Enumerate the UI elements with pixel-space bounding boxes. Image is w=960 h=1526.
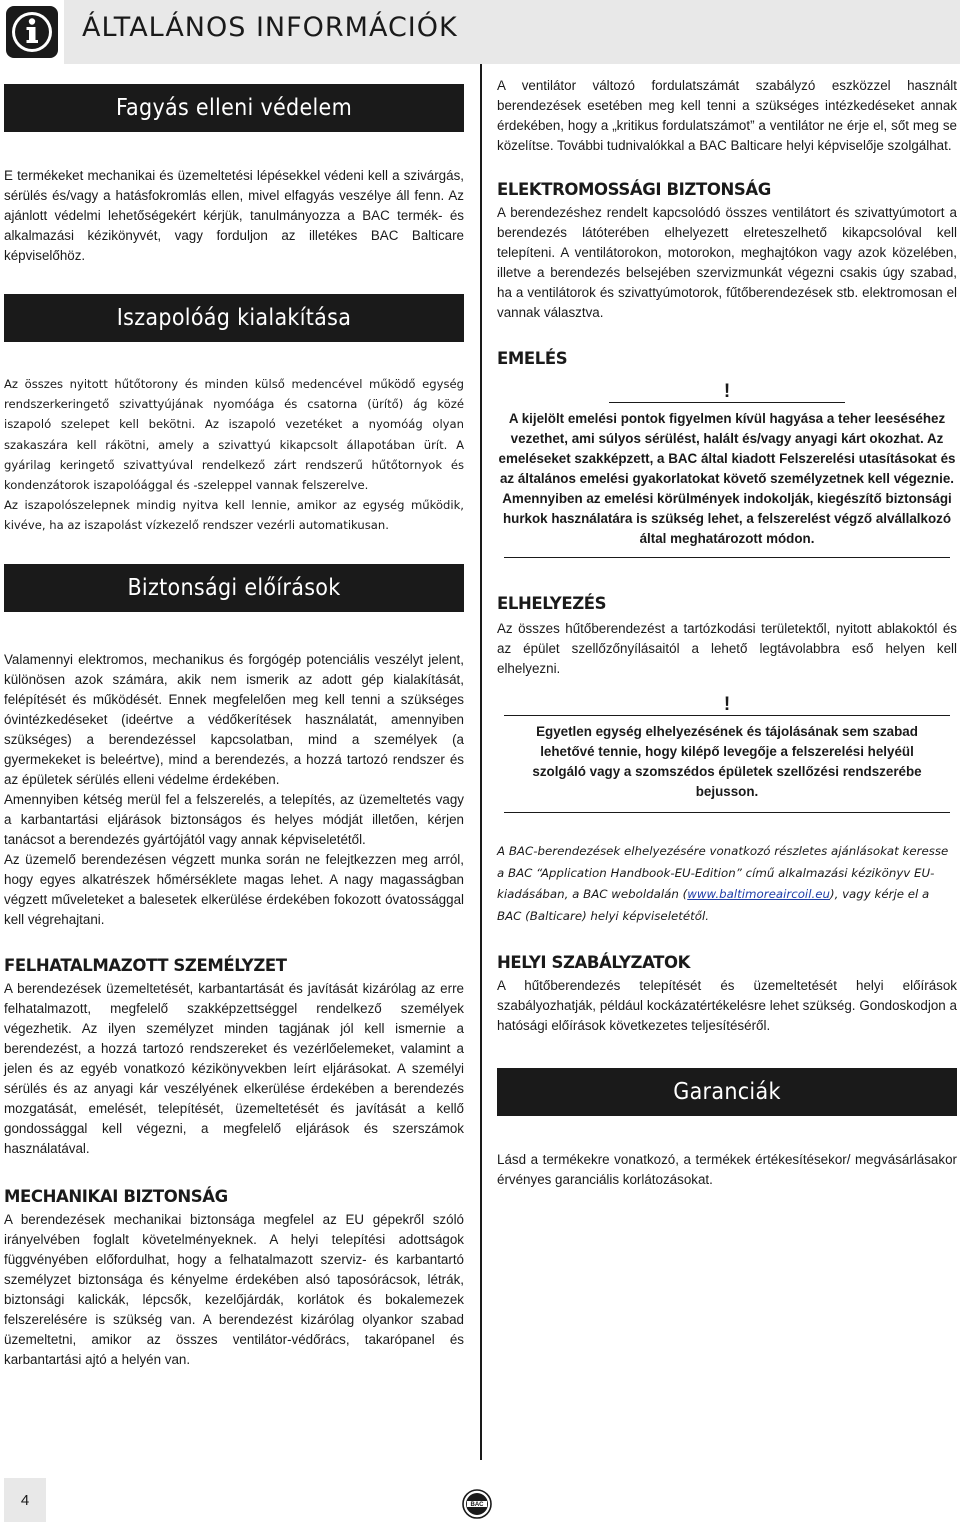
banner-garancia — [497, 1068, 957, 1116]
felhatalmazott-heading: FELHATALMAZOTT SZEMÉLYZET — [4, 955, 287, 975]
warning-bottom-rule — [504, 557, 950, 558]
emeles-warning-text: A kijelölt emelési pontok figyelmen kívül hagyása a teher leeséséhez vezethet, ami súlyos sérülést, halált és/vagy anyagi kárt okozhat. Az emeléseket szakképzett, a BAC által kiadott Felszerelési utasításokat és az általános emelési gyakorlatokat követő személyzetnek kell végeznie. Amennyiben az emelési körülmények indokolják, kiegészítő biztonsági hurkok használatára is szükség lehet, a felszerelést végző alvállalkozó által meghatározott módon. — [498, 411, 956, 546]
svg-text:BAC: BAC — [470, 1502, 484, 1508]
page-title: ÁLTALÁNOS INFORMÁCIÓK — [82, 12, 458, 43]
mechanikai-heading: MECHANIKAI BIZTONSÁG — [4, 1186, 228, 1206]
garancia-text: Lásd a termékekre vonatkozó, a termékek értékesítésekor/ megvásárlásakor érvényes garanciális korlátozásokat. — [497, 1152, 957, 1187]
column-divider — [480, 64, 482, 1460]
biztonsagi-text-3: Az üzemelő berendezésen végzett munka során ne felejtkezzen meg arról, hogy egyes alkatrészek hőmérséklete magas lehet. A nagy magasságban végzett műveleteket a balesetek elkerülése érdekében fokozott óvatossággal kell végrehajtani. — [4, 851, 464, 927]
elhelyezes-heading: ELHELYEZÉS — [497, 594, 607, 613]
elhelyezes-warning-text: Egyetlen egység elhelyezésének és tájolásának sem szabad lehetővé tennie, hogy kilépő levegője a felszerelési helyéül szolgáló vagy a szomszédos épületek szellőzési rendszerébe bejusson. — [532, 724, 922, 799]
fagyas-text: E termékeket mechanikai és üzemeltetési lépésekkel védeni kell a szivárgás, sérülés és/vagy a hatásfokromlás ellen, mivel elfagyás veszélye áll fenn. Az ajánlott védelmi lehetőségekért kérjük, tanulmányozza a BAC termék- és alkalmazási kézikönyvét, vagy forduljon az illetékes BAC Balticare képviselőhöz. — [4, 168, 464, 263]
left-column — [4, 84, 464, 1370]
bac-website-link[interactable]: www.baltimoreaircoil.eu — [687, 887, 830, 901]
info-icon — [6, 6, 58, 58]
elhelyezes-reference-text — [497, 841, 957, 927]
elektromossagi-text: A berendezéshez rendelt kapcsolódó összes ventilátort és szivattyúmotort a berendezés látóterében elhelyezett elreteszelhető kikapcsolóval kell telepíteni. A ventilátorokon, motorokon, meghajtókon vagy azok közelében, illetve a berendezés belsejében szervizmunkát végezni csakis úgy szabad, ha a ventilátorok és szivattyúmotorok, fűtőberendezések stb. elektromosan el vannak választva. — [497, 205, 957, 320]
banner-biztonsagi-title: Biztonsági előírások — [127, 574, 341, 601]
banner-biztonsagi — [4, 564, 464, 612]
reference-text-before: A BAC-berendezések elhelyezésére vonatkozó részletes ajánlásokat keresse a BAC “Application Handbook-EU-Edition” című alkalmazási kézikönyv EU-kiadásában, a BAC weboldalán ( — [497, 844, 949, 901]
page-number: 4 — [4, 1478, 46, 1522]
warning-bottom-rule — [504, 812, 950, 813]
elhelyezes-text: Az összes hűtőberendezést a tartózkodási területektől, nyitott ablakoktól és az épület szellőzőnyílásaitól a lehető legtávolabbra eső helyen kell elhelyezni. — [497, 621, 957, 676]
warning-mark: ! — [723, 381, 731, 402]
biztonsagi-text-2: Amennyiben kétség merül fel a felszerelés, a telepítés, az üzemeltetés vagy a karbantartási eljárások biztonságos és helyes módját illetően, kérjen tanácsot a berendezés gyártójától vagy annak képviseletétől. — [4, 791, 464, 847]
banner-iszapolo-title: Iszapolóág kialakítása — [116, 305, 352, 331]
iszapolo-text-2: Az iszapolószelepnek mindig nyitva kell lennie, amikor az egység működik, kivéve, ha az iszapolást vízkezelő rendszer vezérli automatikusan. — [4, 498, 464, 533]
ventilator-intro-text: A ventilátor változó fordulatszámát szabályzó eszközzel használt berendezések esetében meg kell tenni a szükséges intézkedéseket annak érdekében, hogy a „kritikus fordulatszámot” a ventilátor ne érje el, sőt meg se közelítse. További tudnivalókkal a BAC Balticare helyi képviselője szolgálhat. — [497, 78, 957, 153]
warning-top-rule — [609, 402, 845, 403]
helyi-text: A hűtőberendezés telepítését és üzemeltetését helyi előírások szabályozhatják, például kockázatértékelésre lehet szükség. Gondoskodjon a hatósági előírások következetes teljesítéséről. — [497, 978, 957, 1033]
iszapolo-text-1: Az összes nyitott hűtőtorony és minden külső medencével működő egység rendszerkeringető szivattyújának nyomóága és csatorna (ürítő) ág közé iszapoló szelepet kell bekötni. Az iszapoló vezetéket a nyomóág olyan szakaszára kell rákötni, amely a szivattyú kikapcsolt állapotában ürít. A gyárilag keringető szivattyúval rendelkező zárt rendszerű hűtőtornyok és kondenzátorok iszapolóággal és -szeleppel vannak felszerelve. — [4, 377, 464, 493]
elektromossagi-heading: ELEKTROMOSSÁGI BIZTONSÁG — [497, 180, 771, 199]
emeles-heading: EMELÉS — [497, 349, 568, 368]
banner-iszapolo — [4, 294, 464, 342]
biztonsagi-text-1: Valamennyi elektromos, mechanikus és forgógép potenciális veszélyt jelent, különösen azok számára, akik nem ismerik az adott gép kialakítását, felépítését és működését. Ennek megfelelően meg kell tenni a szükséges óvintézkedéseket (ideértve a védőkerítések használatát, amennyiben szükséges) a berendezéssel kapcsolatban, mind a személyek (a gyermekeket is beleértve), mind a berendezés, a hozzá tartozó rendszer és az épületek sérülés elleni védelme érdekében. — [4, 651, 464, 787]
emeles-warning-box — [497, 382, 957, 558]
elhelyezes-warning-box — [497, 695, 957, 813]
felhatalmazott-text: A berendezések üzemeltetését, karbantartását és javítását kizárólag az erre felhatalmazott, megfelelő szakképzettséggel rendelkező személyek végezhetik. Az ilyen személyzet minden tagjának jól kell ismernie a berendezést, a hozzá tartozó rendszereket és vezérlőelemeket, valamint a jelen és az egyéb vonatkozó kézikönyvekben leírt eljárásokat. A személyi sérülés és az anyagi kár veszélyének elkerülése érdekében a berendezés mozgatását, emelését, telepítését, üzemeltetését és javítását a kellő gondossággal kell végezni, a megfelelő eljárások és szerszámok használatával. — [4, 980, 464, 1156]
header-icon-box — [0, 0, 64, 64]
banner-garancia-title: Garanciák — [673, 1079, 781, 1105]
helyi-heading: HELYI SZABÁLYZATOK — [497, 953, 691, 972]
page-header — [0, 0, 960, 64]
reference-text-after: ), vagy kérje el a BAC (Balticare) helyi képviseletétől. — [497, 887, 930, 923]
bac-logo-icon — [462, 1489, 492, 1519]
banner-fagyas-title: Fagyás elleni védelem — [115, 95, 353, 121]
warning-top-rule — [504, 715, 950, 716]
banner-fagyas — [4, 84, 464, 132]
mechanikai-text: A berendezések mechanikai biztonsága megfelel az EU gépekről szóló irányelvében foglalt követelményeknek. A helyi telepítési adottságok függvényében előfordulhat, hogy a felhatalmazott szerviz- és karbantartó személyzet biztonsága és kényelme érdekében alsó taposórácsok, létrák, biztonsági kalickák, lépcsők, kezelőjárdák, korlátok és bokalemezek felszerelésére is szükség van. A berendezést kizárólag olyankor szabad üzemeltetni, amikor az összes ventilátor-védőrács, takarópanel és karbantartási ajtó a helyén van. — [4, 1211, 464, 1367]
right-column — [497, 76, 957, 1190]
warning-mark: ! — [723, 694, 731, 715]
